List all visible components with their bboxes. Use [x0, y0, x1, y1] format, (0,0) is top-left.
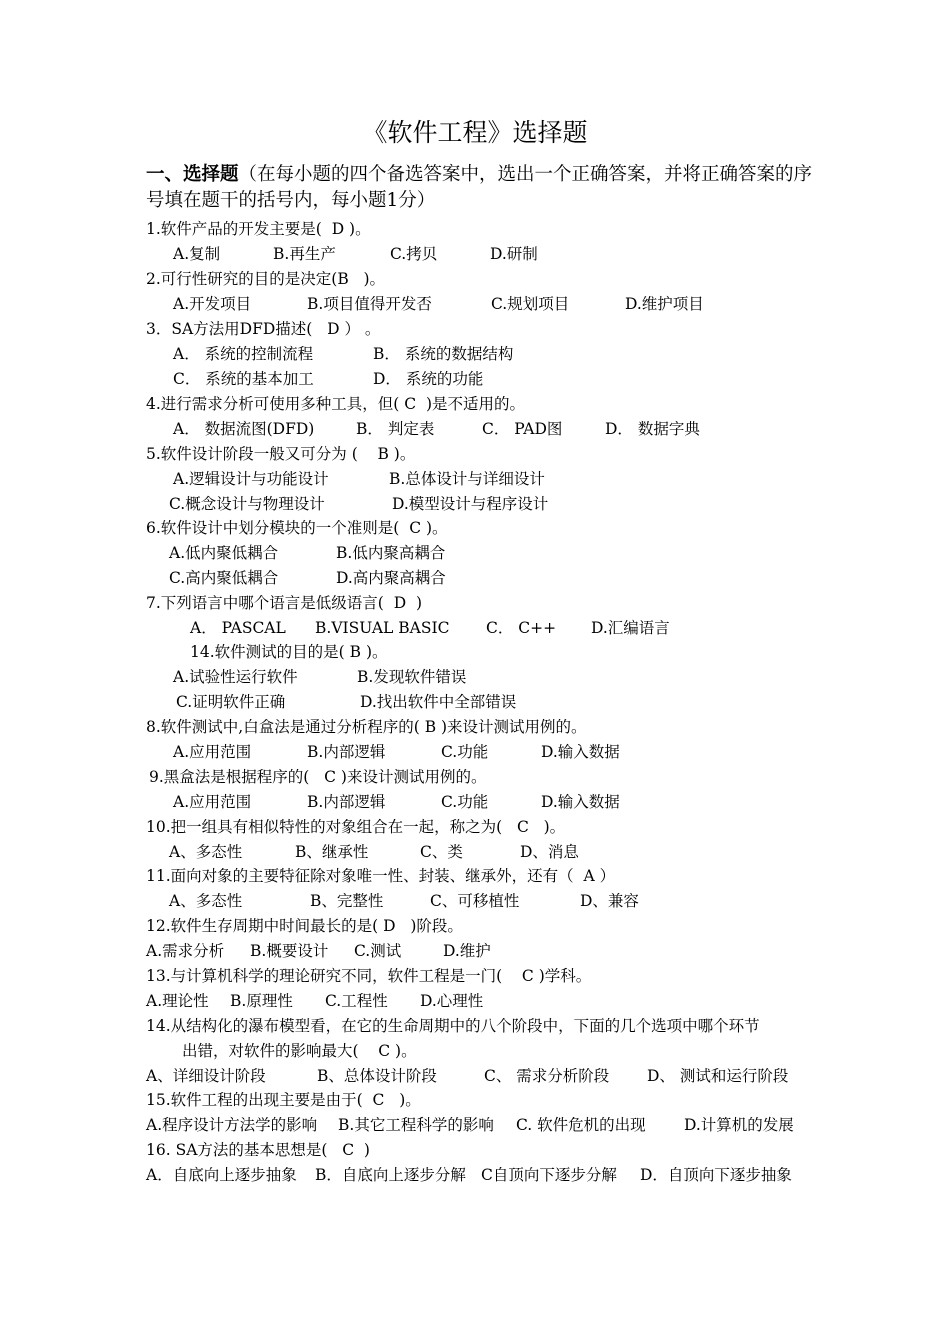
option-b: B.低内聚高耦合	[336, 544, 446, 562]
question-stem: 7.下列语言中哪个语言是低级语言( D )	[146, 594, 423, 612]
question-stem: 10.把一组具有相似特性的对象组合在一起，称之为( C )。	[146, 818, 566, 836]
section-head: 一、选择题	[146, 164, 239, 185]
option-b: B． 系统的数据结构	[373, 345, 514, 363]
question-stem: 16. SA方法的基本思想是( C )	[146, 1141, 370, 1159]
option-c: C.高内聚低耦合	[169, 569, 279, 587]
question-stem: 12.软件生存周期中时间最长的是( D )阶段。	[146, 917, 463, 935]
option-d: D．自顶向下逐步抽象	[640, 1166, 792, 1184]
option-d: D． 数据字典	[605, 420, 700, 438]
question-stem: 2.可行性研究的目的是决定(B )。	[146, 270, 386, 288]
question-stem-continued: 出错，对软件的影响最大( C )。	[182, 1042, 417, 1060]
option-a: A、多态性	[169, 892, 243, 910]
option-c: C自顶向下逐步分解	[481, 1166, 617, 1184]
option-a: A．自底向上逐步抽象	[146, 1166, 297, 1184]
section-heading	[146, 162, 814, 214]
question-stem: 1.软件产品的开发主要是( D )。	[146, 220, 371, 238]
option-c: C.拷贝	[390, 245, 438, 263]
option-c: C． PAD图	[482, 420, 563, 438]
option-c: C.功能	[441, 743, 489, 761]
option-a: A.逻辑设计与功能设计	[173, 470, 329, 488]
option-b: B、继承性	[295, 843, 369, 861]
option-c: C.证明软件正确	[176, 693, 286, 711]
question-stem: 14.从结构化的瀑布模型看，在它的生命周期中的八个阶段中，下面的几个选项中哪个环节	[146, 1017, 760, 1035]
question-stem: 14.软件测试的目的是( B )。	[190, 643, 388, 661]
option-c: C.规划项目	[491, 295, 570, 313]
option-b: B.总体设计与详细设计	[389, 470, 545, 488]
question-stem: 9.黑盒法是根据程序的( C )来设计测试用例的。	[149, 768, 487, 786]
option-b: B.内部逻辑	[307, 793, 386, 811]
option-a: A． PASCAL	[190, 619, 286, 637]
option-a: A.程序设计方法学的影响	[146, 1116, 318, 1134]
option-c: C.工程性	[325, 992, 388, 1010]
section-note: （在每小题的四个备选答案中，选出一个正确答案，并将正确答案的序号填在题干的括号内，每小题1分）	[146, 164, 813, 211]
option-d: D、 测试和运行阶段	[647, 1067, 789, 1085]
option-a: A.试验性运行软件	[173, 668, 298, 686]
option-c: C.概念设计与物理设计	[169, 495, 325, 513]
option-b: B.内部逻辑	[307, 743, 386, 761]
option-a: A.复制	[173, 245, 221, 263]
page-title: 《软件工程》选择题	[362, 118, 588, 147]
question-stem: 6.软件设计中划分模块的一个准则是( C )。	[146, 519, 448, 537]
option-a: A.应用范围	[173, 793, 252, 811]
option-c: C. 软件危机的出现	[516, 1116, 646, 1134]
option-d: D.输入数据	[541, 743, 620, 761]
option-b: B.其它工程科学的影响	[338, 1116, 494, 1134]
option-d: D． 系统的功能	[373, 370, 484, 388]
option-b: B． 判定表	[356, 420, 435, 438]
question-stem: 5.软件设计阶段一般又可分为 ( B )。	[146, 445, 416, 463]
option-a: A、多态性	[169, 843, 243, 861]
option-b: B.再生产	[273, 245, 336, 263]
option-d: D.计算机的发展	[684, 1116, 794, 1134]
option-c: C.测试	[354, 942, 402, 960]
option-c: C． 系统的基本加工	[173, 370, 314, 388]
option-d: D.心理性	[420, 992, 484, 1010]
question-stem: 13.与计算机科学的理论研究不同，软件工程是一门( C )学科。	[146, 967, 592, 985]
option-c: C.功能	[441, 793, 489, 811]
option-c: C、类	[420, 843, 463, 861]
question-stem: 4.进行需求分析可使用多种工具，但( C )是不适用的。	[146, 395, 526, 413]
option-b: B、总体设计阶段	[317, 1067, 437, 1085]
option-b: B．自底向上逐步分解	[315, 1166, 466, 1184]
option-d: D.维护	[443, 942, 491, 960]
option-c: C、可移植性	[430, 892, 520, 910]
question-stem: 3．SA方法用DFD描述( D ） 。	[146, 320, 381, 338]
option-a: A.需求分析	[146, 942, 225, 960]
option-b: B.VISUAL BASIC	[315, 619, 450, 637]
option-a: A． 系统的控制流程	[173, 345, 314, 363]
option-b: B.发现软件错误	[357, 668, 467, 686]
question-stem: 15.软件工程的出现主要是由于( C )。	[146, 1091, 421, 1109]
option-a: A． 数据流图(DFD)	[173, 420, 315, 438]
question-stem: 8.软件测试中,白盒法是通过分析程序的( B )来设计测试用例的。	[146, 718, 587, 736]
option-b: B.原理性	[230, 992, 293, 1010]
option-d: D.维护项目	[625, 295, 704, 313]
option-d: D.研制	[490, 245, 538, 263]
question-stem: 11.面向对象的主要特征除对象唯一性、封装、继承外，还有（ A ）	[146, 867, 616, 885]
option-c: C． C++	[486, 619, 557, 637]
option-d: D、兼容	[580, 892, 639, 910]
option-d: D、消息	[520, 843, 579, 861]
option-b: B.项目值得开发否	[307, 295, 432, 313]
option-c: C、 需求分析阶段	[484, 1067, 610, 1085]
option-d: D.找出软件中全部错误	[360, 693, 517, 711]
option-a: A.低内聚低耦合	[169, 544, 279, 562]
option-b: B.概要设计	[250, 942, 329, 960]
option-d: D.输入数据	[541, 793, 620, 811]
option-a: A.应用范围	[173, 743, 252, 761]
option-d: D.模型设计与程序设计	[392, 495, 549, 513]
option-a: A.开发项目	[173, 295, 252, 313]
option-d: D.高内聚高耦合	[336, 569, 446, 587]
option-d: D.汇编语言	[591, 619, 670, 637]
option-b: B、完整性	[310, 892, 384, 910]
option-a: A.理论性	[146, 992, 209, 1010]
option-a: A、详细设计阶段	[146, 1067, 266, 1085]
